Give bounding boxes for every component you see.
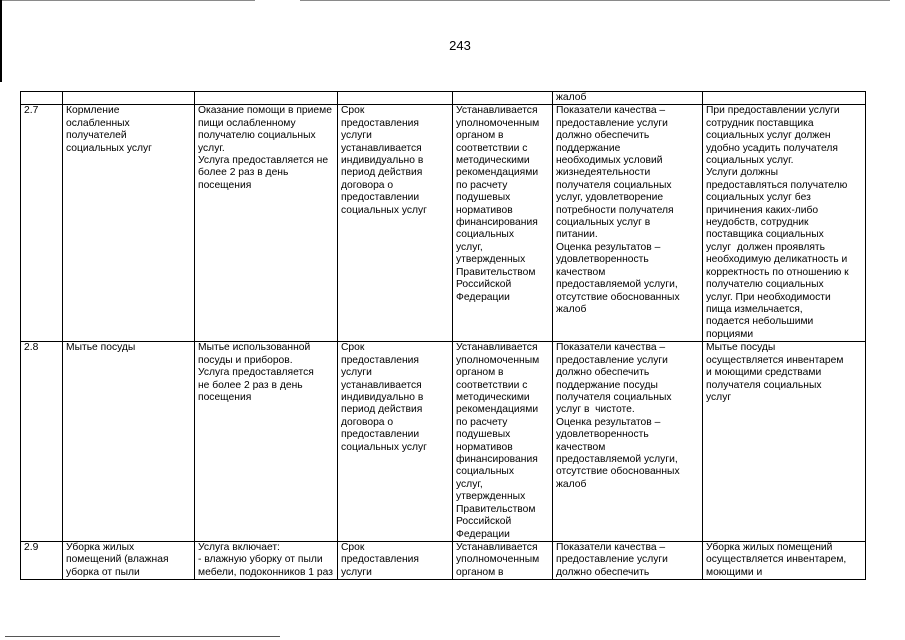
row-number: 2.9 [21, 541, 63, 579]
table-cell [21, 92, 63, 105]
service-quality: Показатели качества – предоставление услуги должно обеспечить поддержание посуды получателя социальных услуг в чистоте. Оценка результатов – удовлетворенность качеством предоставляемой услуги, отсутствие обоснованных жалоб [553, 342, 703, 542]
service-norm: Устанавливается уполномоченным органом в соответствии с методическими рекомендациями по расчету подушевых нормативов финансирования социальных услуг, утвержденных Правительством Российской Федерации [453, 105, 553, 342]
service-description: Мытье использованной посуды и приборов. Услуга предоставляется не более 2 раз в день посещения [195, 342, 338, 542]
row-number: 2.8 [21, 342, 63, 542]
scan-bottom-rule [5, 636, 280, 637]
service-quality: Показатели качества – предоставление услуги должно обеспечить поддержание необходимых условий жизнедеятельности получателя социальных услуг, удовлетворение потребности получателя социальных услуг в питании. Оценка результатов – удовлетворенность качеством предоставляемой услуги, отсутствие обоснованных жалоб [553, 105, 703, 342]
service-conditions: Мытье посуды осуществляется инвентарем и моющими средствами получателя социальных услуг [703, 342, 866, 542]
table-cell [453, 92, 553, 105]
service-quality: Показатели качества – предоставление услуги должно обеспечить [553, 541, 703, 579]
table-row-continuation [21, 92, 866, 105]
service-conditions: При предоставлении услуги сотрудник поставщика социальных услуг должен удобно усадить получателя социальных услуг. Услуги должны предоставляться получателю социальных услуг без причинения каких-либо неудобств, сотрудник поставщика социальных услуг должен проявлять необходимую деликатность и корректность по отношению к получателю социальных услуг. При необходимости пища измельчается, подается небольшими порциями [703, 105, 866, 342]
scan-top-rule [300, 0, 890, 1]
service-term: Срок предоставления услуги [338, 541, 453, 579]
service-name: Мытье посуды [63, 342, 195, 542]
quality-cell: жалоб [553, 92, 703, 105]
service-description: Услуга включает: - влажную уборку от пыли мебели, подоконников 1 раз [195, 541, 338, 579]
service-norm: Устанавливается уполномоченным органом в [453, 541, 553, 579]
service-conditions: Уборка жилых помещений осуществляется инвентарем, моющими и [703, 541, 866, 579]
table-cell [195, 92, 338, 105]
service-term: Срок предоставления услуги устанавливается индивидуально в период действия договора о предоставлении социальных услуг [338, 342, 453, 542]
service-name: Уборка жилых помещений (влажная уборка от пыли [63, 541, 195, 579]
row-number: 2.7 [21, 105, 63, 342]
scan-top-rule [0, 0, 255, 1]
service-term: Срок предоставления услуги устанавливается индивидуально в период действия договора о предоставлении социальных услуг [338, 105, 453, 342]
service-name: Кормление ослабленных получателей социальных услуг [63, 105, 195, 342]
social-services-table [20, 91, 866, 580]
table-row [21, 541, 866, 579]
service-description: Оказание помощи в приеме пищи ослабленному получателю социальных услуг. Услуга предоставляется не более 2 раз в день посещения [195, 105, 338, 342]
table-cell [63, 92, 195, 105]
table-row [21, 105, 866, 342]
scan-edge-mark [0, 0, 2, 82]
service-norm: Устанавливается уполномоченным органом в соответствии с методическими рекомендациями по расчету подушевых нормативов финансирования социальных услуг, утвержденных Правительством Российской Федерации [453, 342, 553, 542]
table-cell [338, 92, 453, 105]
page-number: 243 [449, 38, 471, 53]
table-row [21, 342, 866, 542]
table-cell [703, 92, 866, 105]
